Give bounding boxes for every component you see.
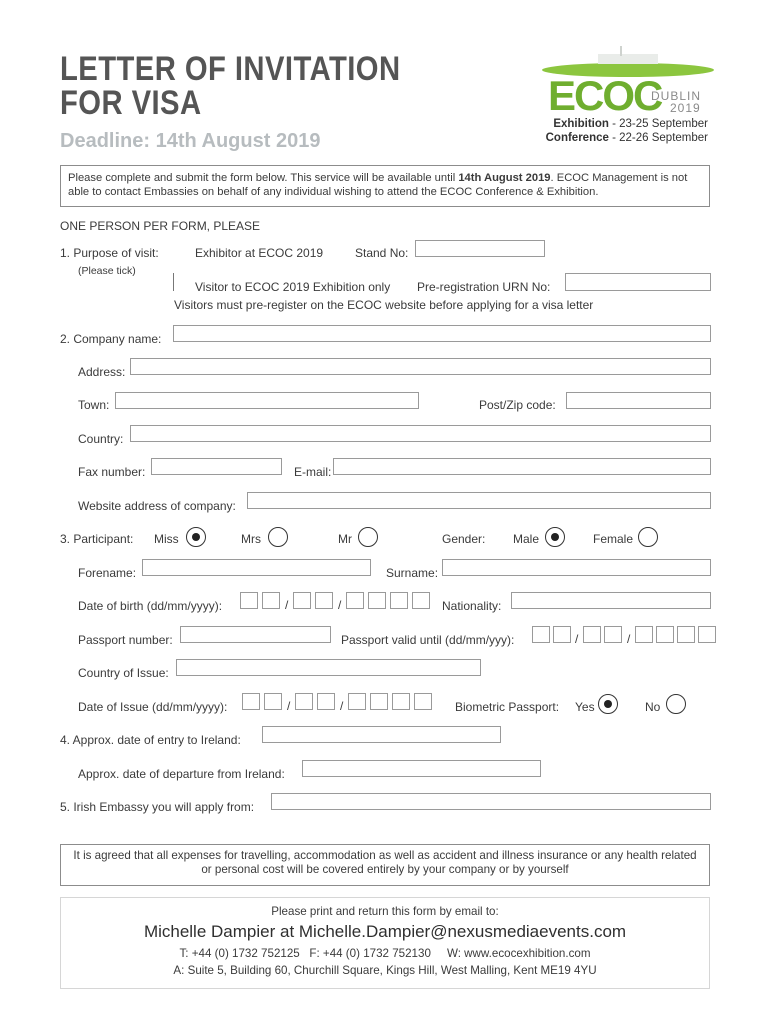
- dob-digit[interactable]: [262, 592, 280, 609]
- prereg-label: Pre-registration URN No:: [417, 280, 551, 294]
- male-label: Male: [513, 532, 540, 546]
- contact-details: T: +44 (0) 1732 752125 F: +44 (0) 1732 752130 W: www.ecocexhibition.com: [179, 947, 591, 960]
- departure-date-label: Approx. date of departure from Ireland:: [78, 767, 285, 781]
- deadline: Deadline: 14th August 2019: [60, 130, 321, 152]
- website-input[interactable]: [247, 492, 711, 509]
- mr-label: Mr: [338, 532, 352, 546]
- svg-text:ECOC: [548, 72, 663, 119]
- passport-number-input[interactable]: [180, 626, 331, 643]
- address-label: Address:: [78, 365, 126, 379]
- forename-label: Forename:: [78, 566, 137, 580]
- country-label: Country:: [78, 432, 124, 446]
- valid-digit[interactable]: [604, 626, 622, 643]
- dob-label: Date of birth (dd/mm/yyyy):: [78, 599, 223, 613]
- valid-digit[interactable]: [553, 626, 571, 643]
- logo-city: DUBLIN: [651, 89, 702, 103]
- notice-text-2: . ECOC Management is not able to contact Embassies on behalf of any individual wishing to attend the ECOC Conference & Exhibition.: [68, 172, 688, 198]
- female-label: Female: [593, 532, 634, 546]
- contact-name: Michelle Dampier: [143, 922, 276, 941]
- logo-year: 2019: [670, 101, 701, 115]
- contact-email-link[interactable]: Michelle.Dampier@nexusmediaevents.com: [298, 922, 627, 941]
- logo-text: ECOC: [548, 72, 662, 119]
- please-tick: (Please tick): [78, 265, 136, 277]
- company-input[interactable]: [173, 325, 711, 342]
- visitor-option[interactable]: Visitor to ECOC 2019 Exhibition only: [195, 280, 391, 294]
- notice-text-1: Please complete and submit the form below. This service will be available until: [68, 172, 459, 184]
- contact-address: A: Suite 5, Building 60, Churchill Square, Kings Hill, West Malling, Kent ME19 4YU: [173, 964, 597, 977]
- forename-input[interactable]: [142, 559, 371, 576]
- footer-intro: Please print and return this form by email to:: [271, 905, 499, 918]
- event-dates: [520, 117, 708, 145]
- valid-digit[interactable]: [532, 626, 550, 643]
- notice-box: [60, 165, 710, 207]
- issue-digit[interactable]: [348, 693, 366, 710]
- title-line-2: FOR VISA: [60, 84, 202, 122]
- dob-digit[interactable]: [315, 592, 333, 609]
- slash: /: [627, 632, 631, 646]
- departure-date-input[interactable]: [302, 760, 541, 777]
- dob-digit[interactable]: [412, 592, 430, 609]
- contact-at: at: [275, 922, 299, 941]
- valid-digit[interactable]: [698, 626, 716, 643]
- footer-box: [60, 897, 710, 989]
- dob-digit[interactable]: [240, 592, 258, 609]
- dob-digit[interactable]: [368, 592, 386, 609]
- male-radio[interactable]: [545, 527, 565, 547]
- slash: /: [338, 598, 342, 612]
- valid-digit[interactable]: [635, 626, 653, 643]
- title-line-1: LETTER OF INVITATION: [60, 50, 401, 88]
- miss-label: Miss: [154, 532, 179, 546]
- valid-digit[interactable]: [677, 626, 695, 643]
- contact-line: [61, 922, 709, 942]
- biometric-label: Biometric Passport:: [455, 700, 560, 714]
- miss-radio[interactable]: [186, 527, 206, 547]
- notice-deadline: 14th August 2019: [458, 172, 551, 184]
- embassy-label: 5. Irish Embassy you will apply from:: [60, 800, 255, 814]
- company-label: 2. Company name:: [60, 332, 162, 346]
- entry-date-input[interactable]: [262, 726, 501, 743]
- issue-digit[interactable]: [295, 693, 313, 710]
- fax-label: Fax number:: [78, 465, 146, 479]
- exhibitor-option[interactable]: Exhibitor at ECOC 2019: [195, 246, 324, 260]
- stand-no-label: Stand No:: [355, 246, 409, 260]
- yes-label: Yes: [575, 700, 595, 714]
- website-label: Website address of company:: [78, 499, 236, 513]
- postzip-input[interactable]: [566, 392, 711, 409]
- slash: /: [287, 699, 291, 713]
- slash: /: [575, 632, 579, 646]
- dob-digit[interactable]: [390, 592, 408, 609]
- issue-digit[interactable]: [370, 693, 388, 710]
- slash: /: [340, 699, 344, 713]
- postzip-label: Post/Zip code:: [479, 398, 556, 412]
- svg-text:2019: [670, 101, 701, 115]
- female-radio[interactable]: [638, 527, 658, 547]
- slash: /: [285, 598, 289, 612]
- fax-input[interactable]: [151, 458, 282, 475]
- visitor-tick[interactable]: [173, 273, 174, 291]
- address-input[interactable]: [130, 358, 711, 375]
- mrs-label: Mrs: [241, 532, 261, 546]
- agreement-box: It is agreed that all expenses for travelling, accommodation as well as accident and illness insurance or any health related or personal cost will be covered entirely by your company or by yourself: [60, 844, 710, 886]
- email-input[interactable]: [333, 458, 711, 475]
- issue-digit[interactable]: [317, 693, 335, 710]
- nationality-input[interactable]: [511, 592, 711, 609]
- embassy-input[interactable]: [271, 793, 711, 810]
- visitors-note: Visitors must pre-register on the ECOC website before applying for a visa letter: [174, 298, 594, 312]
- issue-digit[interactable]: [242, 693, 260, 710]
- purpose-label: 1. Purpose of visit:: [60, 246, 159, 260]
- valid-digit[interactable]: [583, 626, 601, 643]
- participant-label: 3. Participant:: [60, 532, 134, 546]
- valid-digit[interactable]: [656, 626, 674, 643]
- surname-input[interactable]: [442, 559, 711, 576]
- nationality-label: Nationality:: [442, 599, 502, 613]
- one-person-heading: ONE PERSON PER FORM, PLEASE: [60, 219, 261, 233]
- exhibition-label: Exhibition: [553, 118, 609, 130]
- dob-digit[interactable]: [293, 592, 311, 609]
- biometric-no-radio[interactable]: [666, 694, 686, 714]
- issue-digit[interactable]: [264, 693, 282, 710]
- dob-digit[interactable]: [346, 592, 364, 609]
- town-label: Town:: [78, 398, 110, 412]
- biometric-yes-radio[interactable]: [598, 694, 618, 714]
- email-label: E-mail:: [294, 465, 332, 479]
- passport-number-label: Passport number:: [78, 633, 173, 647]
- country-issue-label: Country of Issue:: [78, 666, 169, 680]
- page-title: [60, 52, 401, 120]
- prereg-urn-input[interactable]: [565, 273, 711, 291]
- conference-label: Conference: [545, 132, 609, 144]
- town-input[interactable]: [115, 392, 419, 409]
- stand-no-input[interactable]: [415, 240, 545, 257]
- entry-date-label: 4. Approx. date of entry to Ireland:: [60, 733, 241, 747]
- country-issue-input[interactable]: [176, 659, 481, 676]
- country-input[interactable]: [130, 425, 711, 442]
- no-label: No: [645, 700, 661, 714]
- passport-valid-label: Passport valid until (dd/mm/yyy):: [341, 633, 515, 647]
- ecoc-logo: [538, 40, 718, 120]
- surname-label: Surname:: [386, 566, 439, 580]
- issue-digit[interactable]: [414, 693, 432, 710]
- exhibition-dates: - 23-25 September: [608, 118, 708, 130]
- conference-dates: - 22-26 September: [608, 132, 708, 144]
- mr-radio[interactable]: [358, 527, 378, 547]
- issue-digit[interactable]: [392, 693, 410, 710]
- mrs-radio[interactable]: [268, 527, 288, 547]
- date-issue-label: Date of Issue (dd/mm/yyyy):: [78, 700, 228, 714]
- gender-label: Gender:: [442, 532, 486, 546]
